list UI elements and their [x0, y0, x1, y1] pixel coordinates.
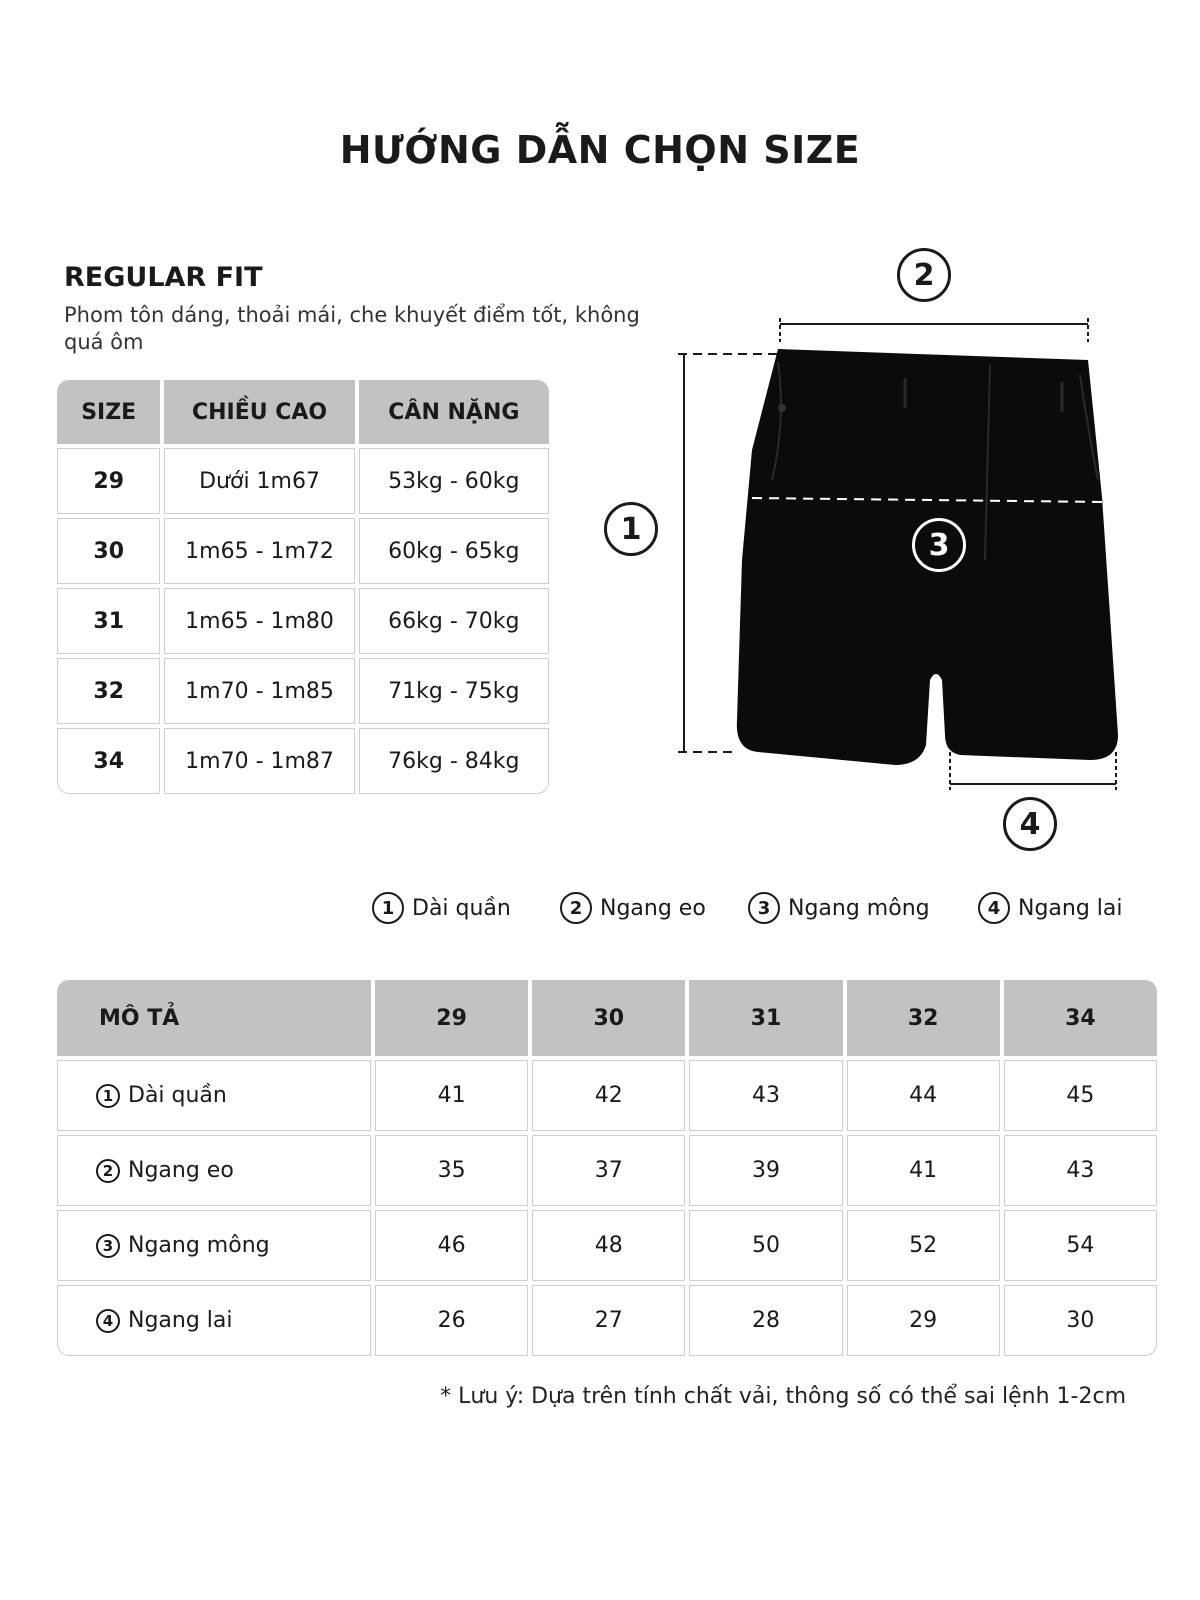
legend-item-1 [372, 892, 511, 924]
height-cell: 1m65 - 1m72 [164, 518, 354, 584]
value-cell: 41 [375, 1060, 528, 1131]
measure-label: Ngang mông [128, 1233, 270, 1258]
size-cell: 31 [57, 588, 160, 654]
value-cell: 27 [532, 1285, 685, 1356]
header-size: 32 [847, 980, 1000, 1056]
fit-name: REGULAR FIT [64, 262, 263, 293]
value-cell: 52 [847, 1210, 1000, 1281]
value-cell: 42 [532, 1060, 685, 1131]
measure-label-cell [57, 1285, 371, 1356]
value-cell: 48 [532, 1210, 685, 1281]
value-cell: 46 [375, 1210, 528, 1281]
height-cell: 1m70 - 1m85 [164, 658, 354, 724]
value-cell: 29 [847, 1285, 1000, 1356]
value-cell: 37 [532, 1135, 685, 1206]
value-cell: 35 [375, 1135, 528, 1206]
measurement-table-header [57, 980, 1157, 1056]
number-4-icon: 4 [96, 1309, 120, 1333]
header-size: 34 [1004, 980, 1157, 1056]
number-4-icon: 4 [978, 892, 1010, 924]
value-cell: 39 [689, 1135, 842, 1206]
table-row [57, 1285, 1157, 1356]
number-3-icon: 3 [748, 892, 780, 924]
value-cell: 28 [689, 1285, 842, 1356]
weight-cell: 71kg - 75kg [359, 658, 549, 724]
height-cell: 1m70 - 1m87 [164, 728, 354, 794]
legend-label: Dài quần [412, 895, 511, 921]
legend-item-4 [978, 892, 1123, 924]
legend-item-2 [560, 892, 706, 924]
measurement-table [53, 976, 1161, 1360]
value-cell: 26 [375, 1285, 528, 1356]
fit-description: Phom tôn dáng, thoải mái, che khuyết điểm tốt, không quá ôm [64, 303, 640, 354]
value-cell: 50 [689, 1210, 842, 1281]
marker-1-icon: 1 [604, 502, 658, 556]
header-size: 29 [375, 980, 528, 1056]
table-row [57, 1060, 1157, 1131]
value-cell: 54 [1004, 1210, 1157, 1281]
table-row [57, 1210, 1157, 1281]
measure-label-cell [57, 1060, 371, 1131]
marker-2-icon: 2 [897, 248, 951, 302]
number-3-icon: 3 [96, 1234, 120, 1258]
height-cell: 1m65 - 1m80 [164, 588, 354, 654]
footnote: * Lưu ý: Dựa trên tính chất vải, thông số có thể sai lệnh 1-2cm [440, 1384, 1126, 1409]
value-cell: 43 [689, 1060, 842, 1131]
size-cell: 30 [57, 518, 160, 584]
weight-cell: 66kg - 70kg [359, 588, 549, 654]
measure-label-cell [57, 1135, 371, 1206]
header-size: SIZE [57, 380, 160, 444]
legend-item-3 [748, 892, 930, 924]
height-cell: Dưới 1m67 [164, 448, 354, 514]
marker-3-icon: 3 [912, 518, 966, 572]
value-cell: 43 [1004, 1135, 1157, 1206]
number-2-icon: 2 [560, 892, 592, 924]
table-row [57, 1135, 1157, 1206]
legend-label: Ngang mông [788, 895, 930, 921]
measure-label: Ngang eo [128, 1158, 234, 1183]
header-size: 30 [532, 980, 685, 1056]
value-cell: 41 [847, 1135, 1000, 1206]
value-cell: 45 [1004, 1060, 1157, 1131]
value-cell: 30 [1004, 1285, 1157, 1356]
size-cell: 34 [57, 728, 160, 794]
value-cell: 44 [847, 1060, 1000, 1131]
size-cell: 29 [57, 448, 160, 514]
number-2-icon: 2 [96, 1159, 120, 1183]
legend-label: Ngang lai [1018, 895, 1123, 921]
header-weight: CÂN NẶNG [359, 380, 549, 444]
measure-label-cell [57, 1210, 371, 1281]
number-1-icon: 1 [96, 1084, 120, 1108]
number-1-icon: 1 [372, 892, 404, 924]
size-cell: 32 [57, 658, 160, 724]
header-description: MÔ TẢ [57, 980, 371, 1056]
header-height: CHIỀU CAO [164, 380, 354, 444]
measure-label: Dài quần [128, 1083, 227, 1108]
weight-cell: 76kg - 84kg [359, 728, 549, 794]
weight-cell: 60kg - 65kg [359, 518, 549, 584]
header-size: 31 [689, 980, 842, 1056]
page-title: HƯỚNG DẪN CHỌN SIZE [339, 128, 861, 172]
measure-label: Ngang lai [128, 1308, 233, 1333]
legend-label: Ngang eo [600, 895, 706, 921]
weight-cell: 53kg - 60kg [359, 448, 549, 514]
marker-4-icon: 4 [1003, 797, 1057, 851]
